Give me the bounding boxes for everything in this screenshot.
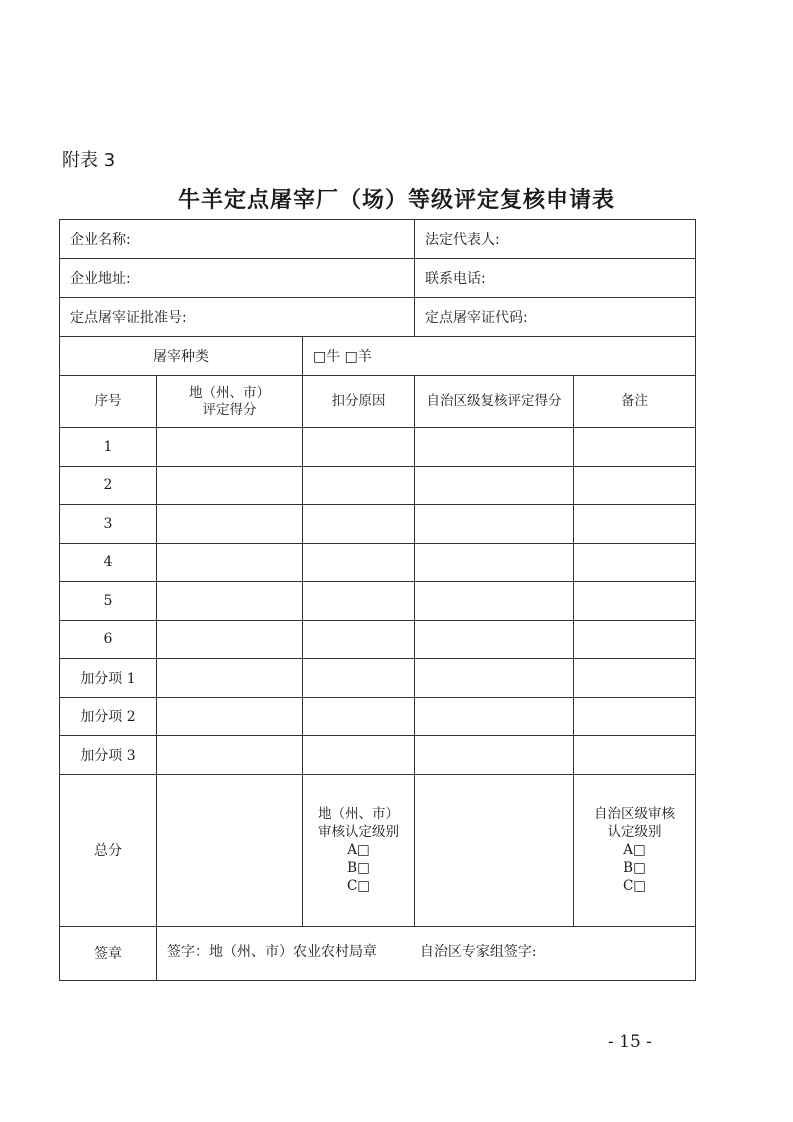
total-region-score-cell[interactable] xyxy=(415,774,574,926)
local-score-cell[interactable] xyxy=(157,620,303,659)
row-seq: 5 xyxy=(60,582,157,621)
application-form-table xyxy=(59,219,696,981)
contact-phone-field[interactable]: 联系电话: xyxy=(415,259,696,298)
deduction-reason-cell[interactable] xyxy=(303,736,415,775)
region-score-cell[interactable] xyxy=(415,505,574,544)
total-local-score-cell[interactable] xyxy=(157,774,303,926)
table-row xyxy=(60,697,696,736)
table-row xyxy=(60,543,696,582)
row-seq: 4 xyxy=(60,543,157,582)
total-label: 总分 xyxy=(60,774,157,926)
remarks-cell[interactable] xyxy=(574,505,696,544)
remarks-cell[interactable] xyxy=(574,620,696,659)
region-score-cell[interactable] xyxy=(415,582,574,621)
local-score-cell[interactable] xyxy=(157,428,303,467)
row-seq: 3 xyxy=(60,505,157,544)
license-code-field[interactable]: 定点屠宰证代码: xyxy=(415,298,696,337)
region-score-cell[interactable] xyxy=(415,736,574,775)
col-header-remarks: 备注 xyxy=(574,376,696,428)
expert-signature-text: 自治区专家组签字: xyxy=(419,943,537,960)
table-row xyxy=(60,466,696,505)
table-row xyxy=(60,659,696,698)
col-header-local-score-line2: 评定得分 xyxy=(202,401,257,418)
local-grade-c-checkbox[interactable]: C□ xyxy=(346,878,371,894)
local-score-cell[interactable] xyxy=(157,505,303,544)
row-seq: 6 xyxy=(60,620,157,659)
region-grade-title-line2: 认定级别 xyxy=(607,824,662,840)
col-header-local-score-line1: 地（州、市） xyxy=(189,384,270,401)
local-score-cell[interactable] xyxy=(157,543,303,582)
remarks-cell[interactable] xyxy=(574,697,696,736)
col-header-deduction-reason: 扣分原因 xyxy=(303,376,415,428)
deduction-reason-cell[interactable] xyxy=(303,428,415,467)
license-approval-number-field[interactable]: 定点屠宰证批准号: xyxy=(60,298,415,337)
col-header-local-score xyxy=(157,376,303,428)
page-title: 牛羊定点屠宰厂（场）等级评定复核申请表 xyxy=(177,187,615,213)
row-seq: 1 xyxy=(60,428,157,467)
row-bonus-label: 加分项 2 xyxy=(60,697,157,736)
local-grade-cell xyxy=(303,774,415,926)
col-header-seq: 序号 xyxy=(60,376,157,428)
company-address-field[interactable]: 企业地址: xyxy=(60,259,415,298)
remarks-cell[interactable] xyxy=(574,428,696,467)
table-row xyxy=(60,582,696,621)
company-name-field[interactable]: 企业名称: xyxy=(60,220,415,259)
page-number: - 15 - xyxy=(608,1032,652,1052)
table-row xyxy=(60,736,696,775)
local-grade-title-line2: 审核认定级别 xyxy=(318,824,399,840)
table-row xyxy=(60,428,696,467)
signature-row xyxy=(60,926,696,980)
remarks-cell[interactable] xyxy=(574,736,696,775)
region-grade-cell xyxy=(574,774,696,926)
signature-cell[interactable] xyxy=(157,926,696,980)
remarks-cell[interactable] xyxy=(574,466,696,505)
region-grade-b-checkbox[interactable]: B□ xyxy=(623,860,646,876)
local-bureau-signature-text: 签字：地（州、市）农业农村局章 xyxy=(167,943,377,960)
deduction-reason-cell[interactable] xyxy=(303,582,415,621)
info-row-company-name xyxy=(60,220,696,259)
remarks-cell[interactable] xyxy=(574,543,696,582)
row-bonus-label: 加分项 1 xyxy=(60,659,157,698)
region-score-cell[interactable] xyxy=(415,697,574,736)
table-row xyxy=(60,505,696,544)
column-header-row xyxy=(60,376,696,428)
table-row xyxy=(60,620,696,659)
deduction-reason-cell[interactable] xyxy=(303,466,415,505)
local-score-cell[interactable] xyxy=(157,697,303,736)
deduction-reason-cell[interactable] xyxy=(303,659,415,698)
local-grade-a-checkbox[interactable]: A□ xyxy=(347,842,370,858)
deduction-reason-cell[interactable] xyxy=(303,543,415,582)
region-score-cell[interactable] xyxy=(415,620,574,659)
local-score-cell[interactable] xyxy=(157,582,303,621)
local-score-cell[interactable] xyxy=(157,466,303,505)
remarks-cell[interactable] xyxy=(574,659,696,698)
row-seq: 2 xyxy=(60,466,157,505)
region-grade-c-checkbox[interactable]: C□ xyxy=(622,878,647,894)
local-score-cell[interactable] xyxy=(157,659,303,698)
attachment-label: 附表 3 xyxy=(62,150,116,171)
region-score-cell[interactable] xyxy=(415,659,574,698)
region-score-cell[interactable] xyxy=(415,466,574,505)
local-score-cell[interactable] xyxy=(157,736,303,775)
species-label: 屠宰种类 xyxy=(60,337,303,376)
total-row xyxy=(60,774,696,926)
deduction-reason-cell[interactable] xyxy=(303,697,415,736)
region-score-cell[interactable] xyxy=(415,428,574,467)
deduction-reason-cell[interactable] xyxy=(303,505,415,544)
region-grade-title-line1: 自治区级审核 xyxy=(594,806,675,822)
species-row xyxy=(60,337,696,376)
info-row-license xyxy=(60,298,696,337)
species-options[interactable]: □牛 □羊 xyxy=(303,337,696,376)
col-header-region-score: 自治区级复核评定得分 xyxy=(415,376,574,428)
deduction-reason-cell[interactable] xyxy=(303,620,415,659)
legal-representative-field[interactable]: 法定代表人: xyxy=(415,220,696,259)
local-grade-b-checkbox[interactable]: B□ xyxy=(347,860,370,876)
region-score-cell[interactable] xyxy=(415,543,574,582)
local-grade-title-line1: 地（州、市） xyxy=(318,806,399,822)
remarks-cell[interactable] xyxy=(574,582,696,621)
signature-label: 签章 xyxy=(60,926,157,980)
info-row-company-address xyxy=(60,259,696,298)
row-bonus-label: 加分项 3 xyxy=(60,736,157,775)
region-grade-a-checkbox[interactable]: A□ xyxy=(623,842,646,858)
